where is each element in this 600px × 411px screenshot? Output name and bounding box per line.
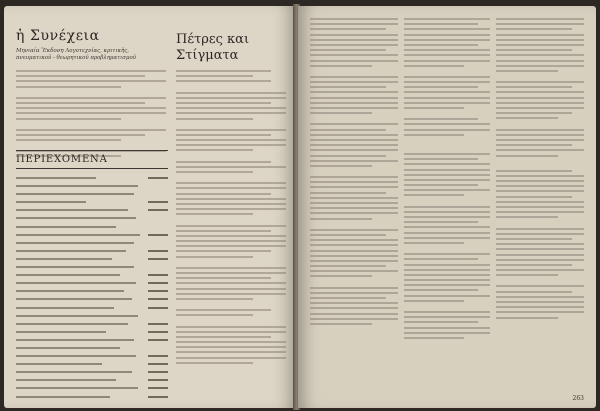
toc-entry (16, 344, 168, 352)
toc-entry (16, 174, 168, 182)
toc-entry (16, 206, 168, 214)
toc-entry (16, 336, 168, 344)
toc-entry (16, 312, 168, 320)
toc-entry (16, 247, 168, 255)
toc-entry (16, 271, 168, 279)
contents-heading: ΠΕΡΙΕΧΟΜΕΝΑ (16, 154, 108, 165)
toc-entry (16, 190, 168, 198)
toc-entry (16, 376, 168, 384)
column-title: Πέτρες και Στίγματα (176, 32, 250, 63)
toc-entry (16, 304, 168, 312)
toc-entry (16, 320, 168, 328)
column-text-block (176, 70, 286, 367)
toc-entry (16, 223, 168, 231)
toc-entry (16, 368, 168, 376)
right-column-2 (404, 18, 490, 342)
toc-entry (16, 231, 168, 239)
toc-entry (16, 360, 168, 368)
toc-entry (16, 255, 168, 263)
table-of-contents (16, 174, 168, 401)
toc-entry (16, 239, 168, 247)
right-column-3 (496, 18, 584, 322)
page-number: 263 (572, 395, 584, 402)
masthead-subtitle: Μηνιαία Ἔκδοση Λογοτεχνίας, κριτικῆς, πνευματικοῦ - θεωρητικοῦ προβληματισμοῦ (16, 48, 136, 61)
toc-entry (16, 279, 168, 287)
toc-entry (16, 287, 168, 295)
toc-entry (16, 214, 168, 222)
contents-rule-top (16, 150, 168, 151)
left-page (4, 6, 295, 408)
toc-entry (16, 352, 168, 360)
toc-entry (16, 384, 168, 392)
right-page (298, 6, 596, 408)
right-column-1 (310, 18, 398, 328)
toc-entry (16, 295, 168, 303)
toc-entry (16, 198, 168, 206)
contents-rule-bottom (16, 168, 168, 169)
masthead-info-block (16, 70, 166, 161)
toc-entry (16, 328, 168, 336)
toc-entry (16, 263, 168, 271)
toc-entry (16, 393, 168, 401)
toc-entry (16, 182, 168, 190)
masthead-title: ἡ Συνέχεια (16, 28, 100, 44)
